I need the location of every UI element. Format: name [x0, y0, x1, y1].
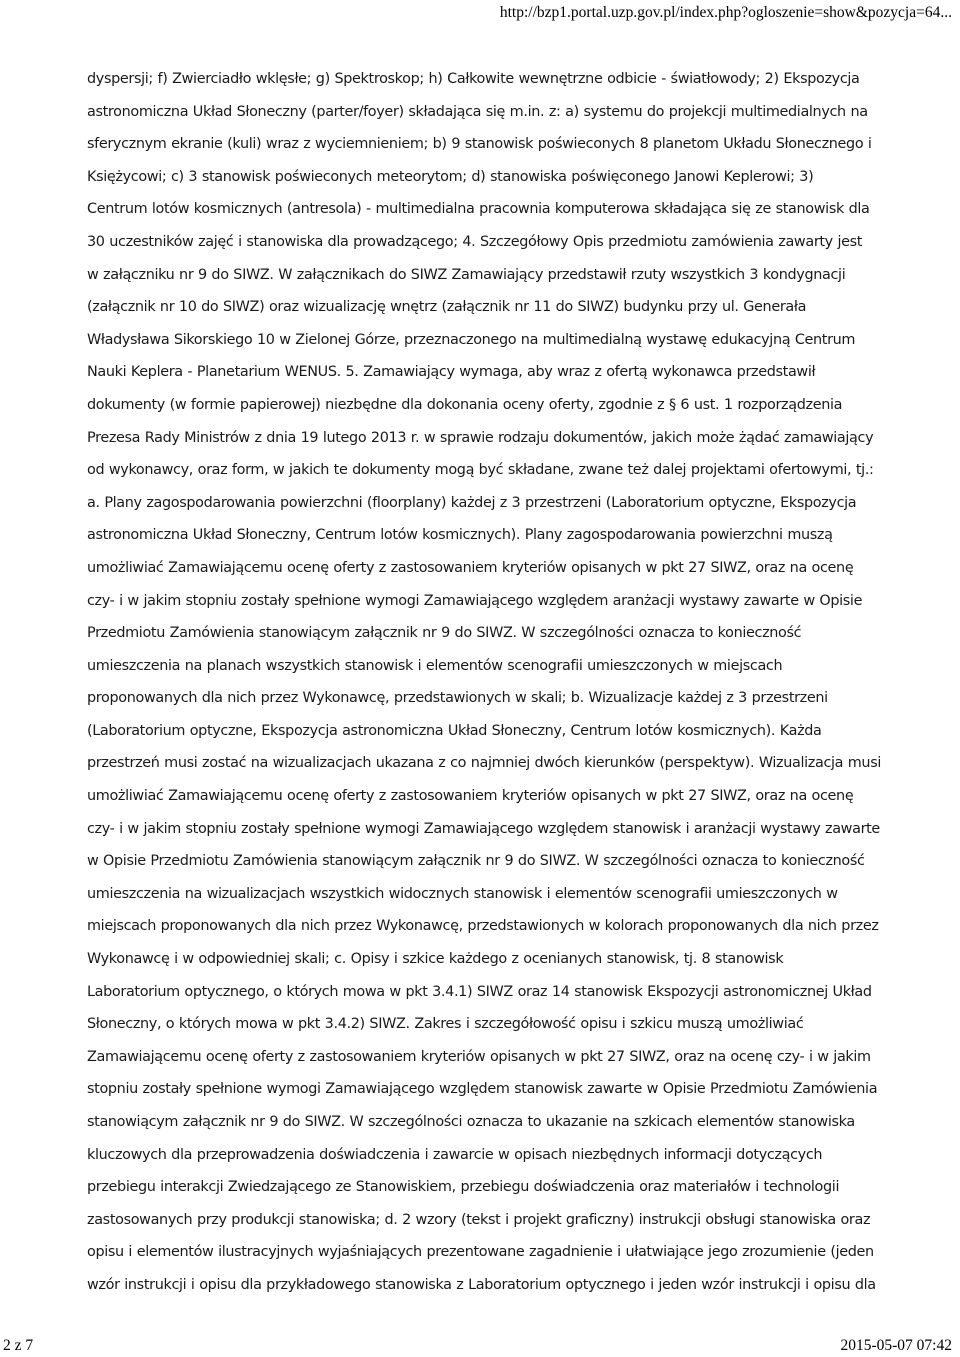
text-line: a. Plany zagospodarowania powierzchni (floorplany) każdej z 3 przestrzeni (Laboratorium optyczne, Ekspozycja [87, 494, 857, 511]
text-line: proponowanych dla nich przez Wykonawcę, przedstawionych w skali; b. Wizualizacje każdej z 3 przestrzeni [87, 690, 828, 707]
text-line: stanowiącym załącznik nr 9 do SIWZ. W szczególności oznacza to ukazanie na szkicach elementów stanowiska [87, 1114, 855, 1130]
text-line: dokumenty (w formie papierowej) niezbędne dla dokonania oceny oferty, zgodnie z § 6 ust. 1 rozporządzenia [87, 396, 843, 413]
text-line: Słoneczny, o których mowa w pkt 3.4.2) SIWZ. Zakres i szczegółowość opisu i szkicu muszą umożliwiać [87, 1016, 804, 1033]
text-line: czy- i w jakim stopniu zostały spełnione wymogi Zamawiającego względem stanowisk i aranżacji wystawy zawarte [87, 820, 880, 837]
text-line: sferycznym ekranie (kuli) wraz z wyciemnieniem; b) 9 stanowisk poświeconych 8 planetom Układu Słonecznego i [87, 136, 872, 153]
text-line: opisu i elementów ilustracyjnych wyjaśniających prezentowane zagadnienie i ułatwiające jego zrozumienie (jeden [87, 1244, 874, 1261]
text-line: (Laboratorium optyczne, Ekspozycja astronomiczna Układ Słoneczny, Centrum lotów kosmicznych). Każda [87, 722, 822, 739]
text-line: wzór instrukcji i opisu dla przykładowego stanowiska z Laboratorium optycznego i jeden wzór instrukcji i opisu dla [87, 1276, 876, 1293]
text-line: Władysława Sikorskiego 10 w Zielonej Górze, przeznaczonego na multimedialną wystawę edukacyjną Centrum [87, 331, 856, 348]
text-line: umożliwiać Zamawiającemu ocenę oferty z zastosowaniem kryteriów opisanych w pkt 27 SIWZ, oraz na ocenę [87, 788, 854, 805]
text-line: przebiegu interakcji Zwiedzającego ze Stanowiskiem, przebiegu doświadczenia oraz materiałów i technologii [87, 1179, 840, 1196]
text-line: miejscach proponowanych dla nich przez Wykonawcę, przedstawionych w kolorach proponowanych dla nich przez [87, 918, 879, 935]
text-line: kluczowych dla przeprowadzenia doświadczenia i zawarcie w opisach niezbędnych informacji dotyczących [87, 1146, 823, 1163]
text-line: Nauki Keplera - Planetarium WENUS. 5. Zamawiający wymaga, aby wraz z ofertą wykonawca przedstawił [87, 364, 816, 381]
page-url-header: http://bzp1.portal.uzp.gov.pl/index.php?ogloszenie=show&pozycja=64... [499, 4, 952, 21]
document-body [87, 63, 893, 1302]
text-line: Przedmiotu Zamówienia stanowiącym załącznik nr 9 do SIWZ. W szczególności oznacza to konieczność [87, 625, 802, 642]
text-line: Zamawiającemu ocenę oferty z zastosowaniem kryteriów opisanych w pkt 27 SIWZ, oraz na ocenę czy- i w jakim [87, 1048, 871, 1065]
text-line: przestrzeń musi zostać na wizualizacjach ukazana z co najmniej dwóch kierunków (perspektyw). Wizualizacja musi [87, 755, 882, 772]
text-line: dyspersji; f) Zwierciadło wklęsłe; g) Spektroskop; h) Całkowite wewnętrzne odbicie - światłowody; 2) Ekspozycja [87, 71, 860, 87]
text-line: astronomiczna Układ Słoneczny (parter/foyer) składająca się m.in. z: a) systemu do projekcji multimedialnych na [87, 103, 868, 120]
text-line: 30 uczestników zajęć i stanowiska dla prowadzącego; 4. Szczegółowy Opis przedmiotu zamówienia zawarty jest [87, 233, 863, 250]
text-line: zastosowanych przy produkcji stanowiska; d. 2 wzory (tekst i projekt graficzny) instrukcji obsługi stanowiska oraz [87, 1211, 871, 1228]
text-line: w załączniku nr 9 do SIWZ. W załącznikach do SIWZ Zamawiający przedstawił rzuty wszystkich 3 kondygnacji [87, 266, 846, 283]
text-line: umieszczenia na planach wszystkich stanowisk i elementów scenografii umieszczonych w miejscach [87, 657, 783, 674]
text-line: umieszczenia na wizualizacjach wszystkich widocznych stanowisk i elementów scenografii umieszczonych w [87, 885, 838, 902]
text-line: w Opisie Przedmiotu Zamówienia stanowiącym załącznik nr 9 do SIWZ. W szczególności oznacza to konieczność [87, 853, 865, 870]
text-line: Laboratorium optycznego, o których mowa w pkt 3.4.1) SIWZ oraz 14 stanowisk Ekspozycji astronomicznej Układ [87, 983, 872, 1000]
text-line: Wykonawcę i w odpowiedniej skali; c. Opisy i szkice każdego z ocenianych stanowisk, tj. 8 stanowisk [87, 951, 784, 968]
text-line: Prezesa Rady Ministrów z dnia 19 lutego 2013 r. w sprawie rodzaju dokumentów, jakich może żądać zamawiający [87, 429, 874, 446]
text-line: od wykonawcy, oraz form, w jakich te dokumenty mogą być składane, zwane też dalej projektami ofertowymi, tj.: [87, 462, 874, 479]
text-line: stopniu zostały spełnione wymogi Zamawiającego względem stanowisk zawarte w Opisie Przedmiotu Zamówienia [87, 1081, 878, 1098]
text-line: Księżycowi; c) 3 stanowisk poświeconych meteorytom; d) stanowiska poświęconego Janowi Keplerowi; 3) [87, 168, 814, 185]
text-line: czy- i w jakim stopniu zostały spełnione wymogi Zamawiającego względem aranżacji wystawy zawarte w Opisie [87, 592, 863, 609]
text-line: Centrum lotów kosmicznych (antresola) - multimedialna pracownia komputerowa składająca się ze stanowisk dla [87, 201, 870, 218]
text-line: astronomiczna Układ Słoneczny, Centrum lotów kosmicznych). Plany zagospodarowania powierzchni muszą [87, 527, 833, 544]
page-number: 2 z 7 [3, 1337, 34, 1354]
text-line: umożliwiać Zamawiającemu ocenę oferty z zastosowaniem kryteriów opisanych w pkt 27 SIWZ, oraz na ocenę [87, 559, 854, 576]
print-datetime: 2015-05-07 07:42 [840, 1337, 952, 1354]
text-line: (załącznik nr 10 do SIWZ) oraz wizualizację wnętrz (załącznik nr 11 do SIWZ) budynku przy ul. Generała [87, 299, 807, 316]
